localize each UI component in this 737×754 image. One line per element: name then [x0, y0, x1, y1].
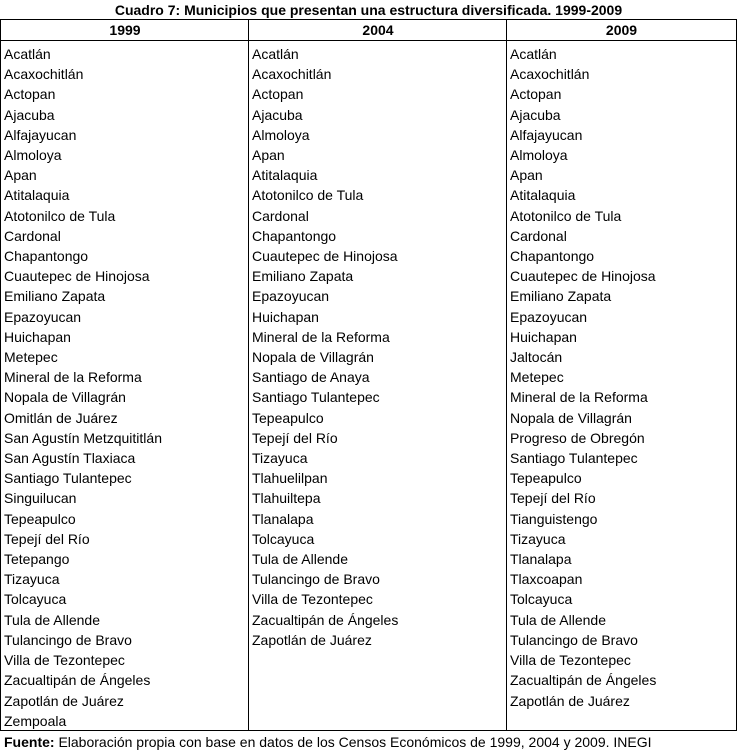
- municipio-cell: Tepeapulco: [4, 510, 76, 527]
- municipio-cell: Zacualtipán de Ángeles: [252, 611, 399, 628]
- municipio-cell: Progreso de Obregón: [510, 429, 645, 446]
- municipio-cell: Jaltocán: [510, 349, 563, 366]
- municipio-cell: Emiliano Zapata: [252, 268, 354, 285]
- municipio-cell: Zacualtipán de Ángeles: [4, 672, 151, 689]
- municipio-cell: Acatlán: [510, 46, 557, 62]
- municipio-cell: Atotonilco de Tula: [510, 207, 622, 224]
- municipio-cell: Tlanalapa: [510, 551, 572, 568]
- municipio-cell: Zapotlán de Juárez: [510, 692, 630, 709]
- municipio-cell: Cardonal: [4, 227, 61, 244]
- source-note: [4, 733, 652, 751]
- municipio-cell: Huichapan: [510, 328, 577, 345]
- municipio-cell: Tepejí del Río: [252, 429, 338, 446]
- municipio-cell: Santiago Tulantepec: [4, 470, 132, 487]
- municipio-cell: Tula de Allende: [510, 611, 606, 628]
- municipio-cell: Tlanalapa: [252, 510, 314, 527]
- municipio-cell: Chapantongo: [4, 248, 89, 265]
- municipio-cell: Zapotlán de Juárez: [4, 692, 124, 709]
- municipio-cell: Cardonal: [252, 207, 309, 224]
- municipio-cell: Chapantongo: [510, 248, 595, 265]
- municipio-cell: Atitalaquia: [510, 187, 576, 204]
- municipio-cell: Zapotlán de Juárez: [252, 631, 372, 648]
- municipio-cell: Actopan: [252, 86, 304, 103]
- municipio-cell: Nopala de Villagrán: [252, 349, 374, 366]
- municipio-cell: Acaxochitlán: [510, 66, 590, 83]
- municipio-cell: Ajacuba: [4, 106, 55, 123]
- source-text: Elaboración propia con base en datos de los Censos Económicos de 1999, 2004 y 2009. INEGI: [54, 734, 652, 750]
- municipio-cell: Acaxochitlán: [252, 66, 332, 83]
- municipio-cell: Acaxochitlán: [4, 66, 84, 83]
- column-divider: [506, 20, 507, 730]
- municipio-cell: Tetepango: [4, 551, 70, 568]
- municipio-cell: Villa de Tezontepec: [4, 652, 125, 669]
- municipio-cell: Metepec: [510, 369, 564, 386]
- municipio-cell: Tula de Allende: [252, 551, 348, 568]
- municipio-cell: Ajacuba: [252, 106, 303, 123]
- column-header-2004: 2004: [249, 20, 507, 41]
- municipio-cell: Acatlán: [4, 46, 51, 62]
- municipio-cell: Tianguistengo: [510, 510, 598, 527]
- municipio-cell: Omitlán de Juárez: [4, 409, 118, 426]
- municipio-cell: Santiago Tulantepec: [252, 389, 380, 406]
- municipio-cell: Alfajayucan: [510, 126, 583, 143]
- municipio-cell: Acatlán: [252, 46, 299, 62]
- municipio-cell: Zacualtipán de Ángeles: [510, 672, 657, 689]
- municipio-cell: Metepec: [4, 349, 58, 366]
- municipio-cell: Singuilucan: [4, 490, 77, 507]
- municipio-cell: Epazoyucan: [510, 308, 588, 325]
- municipio-cell: Tlahuiltepa: [252, 490, 321, 507]
- municipio-cell: Almoloya: [252, 126, 310, 143]
- municipio-cell: Atitalaquia: [252, 167, 318, 184]
- municipio-cell: Zempoala: [4, 712, 67, 729]
- municipio-cell: Tulancingo de Bravo: [510, 631, 638, 648]
- municipio-cell: Emiliano Zapata: [4, 288, 106, 305]
- municipio-cell: Tepejí del Río: [4, 530, 90, 547]
- municipio-cell: Cuautepec de Hinojosa: [252, 248, 398, 265]
- municipio-cell: Cardonal: [510, 227, 567, 244]
- municipio-cell: Tepejí del Río: [510, 490, 596, 507]
- municipio-cell: Almoloya: [510, 147, 568, 164]
- municipio-cell: Apan: [510, 167, 543, 184]
- municipio-cell: Ajacuba: [510, 106, 561, 123]
- municipio-cell: Cuautepec de Hinojosa: [510, 268, 656, 285]
- municipio-cell: Tlahuelilpan: [252, 470, 328, 487]
- municipio-cell: Mineral de la Reforma: [510, 389, 648, 406]
- municipio-cell: Tlaxcoapan: [510, 571, 583, 588]
- municipio-cell: Alfajayucan: [4, 126, 77, 143]
- municipio-cell: Cuautepec de Hinojosa: [4, 268, 150, 285]
- municipio-cell: Mineral de la Reforma: [252, 328, 390, 345]
- municipio-cell: Villa de Tezontepec: [510, 652, 631, 669]
- municipio-cell: Tolcayuca: [510, 591, 573, 608]
- municipio-cell: Tulancingo de Bravo: [252, 571, 380, 588]
- municipio-cell: Huichapan: [4, 328, 71, 345]
- municipio-cell: Tepeapulco: [510, 470, 582, 487]
- municipio-cell: Actopan: [510, 86, 562, 103]
- municipio-cell: Santiago de Anaya: [252, 369, 370, 386]
- column-divider: [248, 20, 249, 730]
- municipio-cell: Mineral de la Reforma: [4, 369, 142, 386]
- municipio-cell: Tula de Allende: [4, 611, 100, 628]
- municipio-cell: Nopala de Villagrán: [510, 409, 632, 426]
- municipio-cell: Tepeapulco: [252, 409, 324, 426]
- municipio-cell: Tolcayuca: [252, 530, 315, 547]
- municipio-cell: Tizayuca: [252, 450, 308, 467]
- municipio-cell: San Agustín Metzquititlán: [4, 429, 162, 446]
- municipio-cell: Huichapan: [252, 308, 319, 325]
- municipio-cell: Chapantongo: [252, 227, 337, 244]
- table-title: Cuadro 7: Municipios que presentan una estructura diversificada. 1999-2009: [114, 2, 623, 18]
- municipio-cell: Atotonilco de Tula: [252, 187, 364, 204]
- column-header-2009: 2009: [507, 20, 736, 41]
- municipio-cell: Tolcayuca: [4, 591, 67, 608]
- municipio-cell: Epazoyucan: [4, 308, 82, 325]
- municipio-cell: Tizayuca: [4, 571, 60, 588]
- column-2009-list: [507, 41, 736, 730]
- municipio-cell: Epazoyucan: [252, 288, 330, 305]
- municipio-cell: Santiago Tulantepec: [510, 450, 638, 467]
- municipio-cell: Emiliano Zapata: [510, 288, 612, 305]
- column-header-1999: 1999: [1, 20, 249, 41]
- municipio-cell: Apan: [252, 147, 285, 164]
- municipio-cell: Tizayuca: [510, 530, 566, 547]
- municipio-cell: Tulancingo de Bravo: [4, 631, 132, 648]
- municipio-cell: San Agustín Tlaxiaca: [4, 450, 136, 467]
- source-label: Fuente:: [4, 734, 55, 750]
- municipio-cell: Atotonilco de Tula: [4, 207, 116, 224]
- municipio-cell: Villa de Tezontepec: [252, 591, 373, 608]
- municipio-cell: Apan: [4, 167, 37, 184]
- column-2004-list: [249, 41, 507, 730]
- municipios-table: [0, 19, 737, 731]
- municipio-cell: Almoloya: [4, 147, 62, 164]
- municipio-cell: Nopala de Villagrán: [4, 389, 126, 406]
- municipio-cell: Actopan: [4, 86, 56, 103]
- column-1999-list: [1, 41, 249, 730]
- municipio-cell: Atitalaquia: [4, 187, 70, 204]
